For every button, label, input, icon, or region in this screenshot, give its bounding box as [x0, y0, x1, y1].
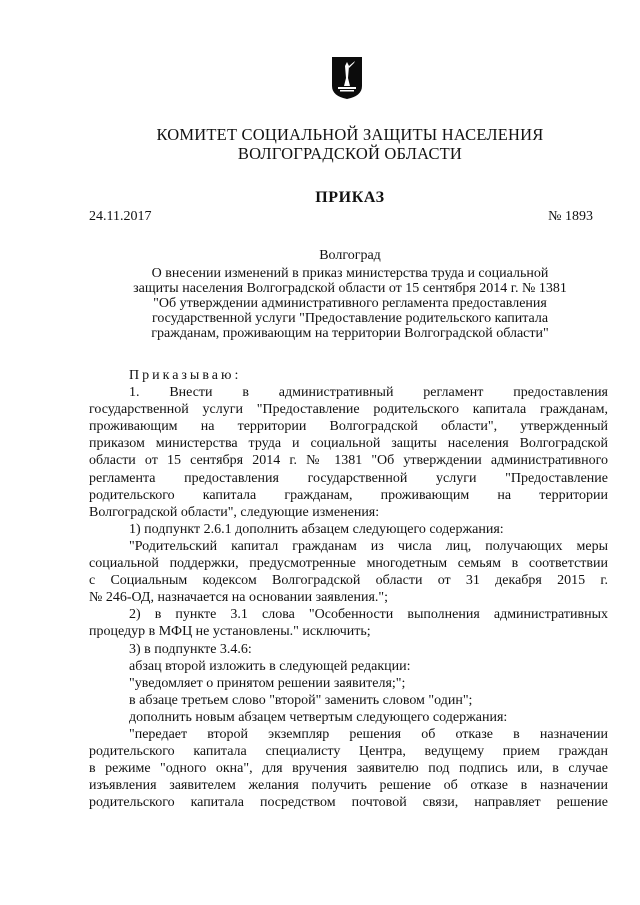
body-line: государственной услуги "Предоставление родительского капитала гражданам, — [89, 402, 608, 418]
body-line: области от 15 сентября 2014 г. № 1381 "Об утверждении административного — [89, 453, 608, 469]
volgograd-coat-of-arms-emblem — [331, 56, 363, 100]
body-line: 2) в пункте 3.1 слова "Особенности выполнения административных — [129, 607, 608, 623]
body-line: 1) подпункт 2.6.1 дополнить абзацем следующего содержания: — [129, 521, 504, 537]
subject-line: гражданам, проживающим на территории Волгоградской области" — [151, 326, 549, 341]
body-line: № 246-ОД, назначается на основании заявления."; — [89, 590, 388, 606]
body-line: приказом министерства труда и социальной защиты населения Волгоградской — [89, 436, 608, 452]
body-line: 3) в подпункте 3.4.6: — [129, 641, 252, 657]
document-type-title: ПРИКАЗ — [315, 189, 385, 206]
body-line: 1. Внести в административный регламент предоставления — [129, 385, 608, 401]
body-line: абзац второй изложить в следующей редакции: — [129, 658, 411, 674]
body-line: родительского капитала гражданам, проживающим на территории — [89, 487, 608, 503]
body-line: в режиме "одного окна", для вручения заявителю под подпись или, в случае — [89, 761, 608, 777]
body-line: дополнить новым абзацем четвертым следующего содержания: — [129, 709, 508, 725]
document-body — [89, 367, 608, 811]
body-line: родительского капитала посредством почтовой связи, направляет решение — [89, 795, 608, 811]
document-subject — [90, 266, 610, 341]
body-line: регламента предоставления государственной услуги "Предоставление — [89, 470, 608, 486]
body-line: проживающим на территории Волгоградской области", утвержденный — [89, 419, 608, 435]
order-heading: Приказываю: — [129, 368, 242, 383]
subject-line: О внесении изменений в приказ министерства труда и социальной — [151, 266, 549, 281]
document-date: 24.11.2017 — [89, 209, 152, 224]
body-line: в абзаце третьем слово "второй" заменить словом "один"; — [129, 692, 473, 708]
subject-line: государственной услуги "Предоставление родительского капитала — [151, 311, 549, 326]
document-city: Волгоград — [319, 248, 381, 263]
body-line: процедур в МФЦ не установлены." исключить; — [89, 624, 371, 640]
body-line: с Социальным кодексом Волгоградской области от 31 декабря 2015 г. — [89, 573, 608, 589]
subject-line: "Об утверждении административного регламента предоставления — [153, 296, 547, 311]
body-line: родительского капитала специалисту Центра, ведущему прием граждан — [89, 744, 608, 760]
subject-line: защиты населения Волгоградской области от 15 сентября 2014 г. № 1381 — [133, 281, 567, 296]
body-line: Волгоградской области", следующие изменения: — [89, 504, 380, 520]
body-line: "передает второй экземпляр решения об отказе в назначении — [129, 726, 608, 742]
document-number: № 1893 — [548, 209, 593, 224]
organization-name-line2: ВОЛГОГРАДСКОЙ ОБЛАСТИ — [237, 144, 463, 163]
body-line: "Родительский капитал гражданам из числа лиц, получающих меры — [129, 538, 608, 554]
body-line: "уведомляет о принятом решении заявителя;"; — [129, 675, 406, 691]
body-line: изъявления заявителем желания получить решение об отказе в назначении — [89, 778, 608, 794]
organization-name-line1: КОМИТЕТ СОЦИАЛЬНОЙ ЗАЩИТЫ НАСЕЛЕНИЯ — [156, 125, 544, 144]
body-line: социальной поддержки, предусмотренные многодетным семьям в соответствии — [89, 556, 608, 572]
